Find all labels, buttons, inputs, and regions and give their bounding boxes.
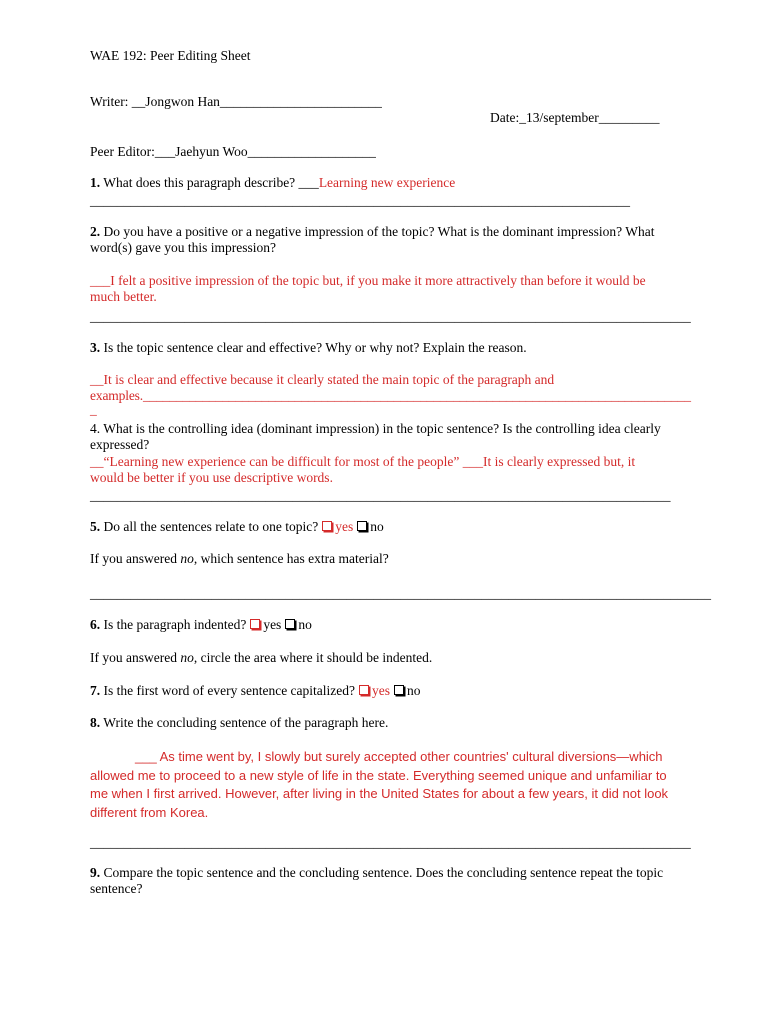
followup-suffix: , which sentence has extra material?	[193, 551, 389, 566]
sheet-title: WAE 192: Peer Editing Sheet	[90, 48, 251, 63]
yes-label: yes	[263, 617, 282, 632]
question-2	[90, 224, 680, 256]
no-label: no	[370, 519, 384, 534]
question-9-text: Compare the topic sentence and the concluding sentence. Does the concluding sentence repeat the topic sentence?	[90, 865, 664, 896]
followup-emphasis: no	[180, 551, 194, 566]
question-9-number: 9.	[90, 865, 101, 880]
yes-checkbox[interactable]	[250, 619, 260, 629]
no-checkbox[interactable]	[285, 619, 295, 629]
question-8-text: Write the concluding sentence of the paragraph here.	[100, 715, 389, 730]
question-4: 4. What is the controlling idea (dominant impression) in the topic sentence? Is the controlling idea clearly expressed?	[90, 421, 661, 452]
question-3-answer-line-3: _	[90, 402, 97, 417]
question-2-number: 2.	[90, 224, 101, 239]
writer-line: Writer: __Jongwon Han________________________	[90, 94, 382, 109]
question-5-rule: ____________________________________________________________________________________________	[90, 586, 711, 601]
question-6-followup	[90, 650, 432, 666]
question-3-answer-line-2: examples.___________________________________________________________________________________	[90, 388, 691, 403]
yes-label: yes	[372, 683, 391, 698]
question-1-number: 1.	[90, 175, 101, 190]
question-2-text: Do you have a positive or a negative impression of the topic? What is the dominant impression? What word(s) gave you this impression?	[90, 224, 655, 255]
yes-checkbox[interactable]	[322, 521, 332, 531]
question-3-answer-line-1: __It is clear and effective because it clearly stated the main topic of the paragraph and	[90, 372, 555, 387]
question-6-number: 6.	[90, 617, 101, 632]
question-4-rule: ______________________________________________________________________________________	[90, 488, 671, 503]
question-8-rule: _________________________________________________________________________________________	[90, 835, 691, 850]
question-1	[90, 175, 455, 191]
question-3-number: 3.	[90, 340, 101, 355]
followup-suffix: , circle the area where it should be indented.	[193, 650, 433, 665]
question-3-text: Is the topic sentence clear and effective? Why or why not? Explain the reason.	[100, 340, 527, 355]
question-9	[90, 865, 690, 897]
question-7-text: Is the first word of every sentence capitalized?	[100, 683, 356, 698]
question-5-number: 5.	[90, 519, 101, 534]
question-5	[90, 519, 384, 535]
date-line: Date:_13/september_________	[490, 110, 660, 125]
question-5-text: Do all the sentences relate to one topic?	[100, 519, 319, 534]
question-1-answer: Learning new experience	[318, 175, 456, 190]
yes-checkbox[interactable]	[359, 685, 369, 695]
question-1-rule: ________________________________________________________________________________	[90, 193, 630, 208]
question-6-text: Is the paragraph indented?	[100, 617, 247, 632]
question-2-answer: ___I felt a positive impression of the topic but, if you make it more attractively than before it would be much better.	[90, 273, 646, 304]
no-label: no	[298, 617, 312, 632]
question-8-number: 8.	[90, 715, 101, 730]
question-8-answer: ___ As time went by, I slowly but surely accepted other countries' cultural diversions—which allowed me to proceed to a new style of life in the state. Everything seemed unique and unfamiliar to me when I first arrived. However, after living in the United States for about a few years, it did not look different from Korea.	[90, 749, 669, 820]
yes-label: yes	[335, 519, 354, 534]
question-8	[90, 715, 388, 731]
followup-emphasis: no	[180, 650, 194, 665]
question-2-rule: _________________________________________________________________________________________	[90, 309, 691, 324]
followup-prefix: If you answered	[90, 551, 181, 566]
question-1-text: What does this paragraph describe? ___	[100, 175, 319, 190]
question-5-followup	[90, 551, 389, 567]
question-6	[90, 617, 312, 633]
question-3	[90, 340, 527, 356]
question-7	[90, 683, 421, 699]
no-checkbox[interactable]	[394, 685, 404, 695]
no-checkbox[interactable]	[357, 521, 367, 531]
question-7-number: 7.	[90, 683, 101, 698]
peer-editor-line: Peer Editor:___Jaehyun Woo___________________	[90, 144, 376, 159]
question-4-answer: __“Learning new experience can be difficult for most of the people” ___It is clearly expressed but, it would be better if you use descriptive words.	[90, 454, 636, 485]
followup-prefix: If you answered	[90, 650, 181, 665]
no-label: no	[407, 683, 421, 698]
